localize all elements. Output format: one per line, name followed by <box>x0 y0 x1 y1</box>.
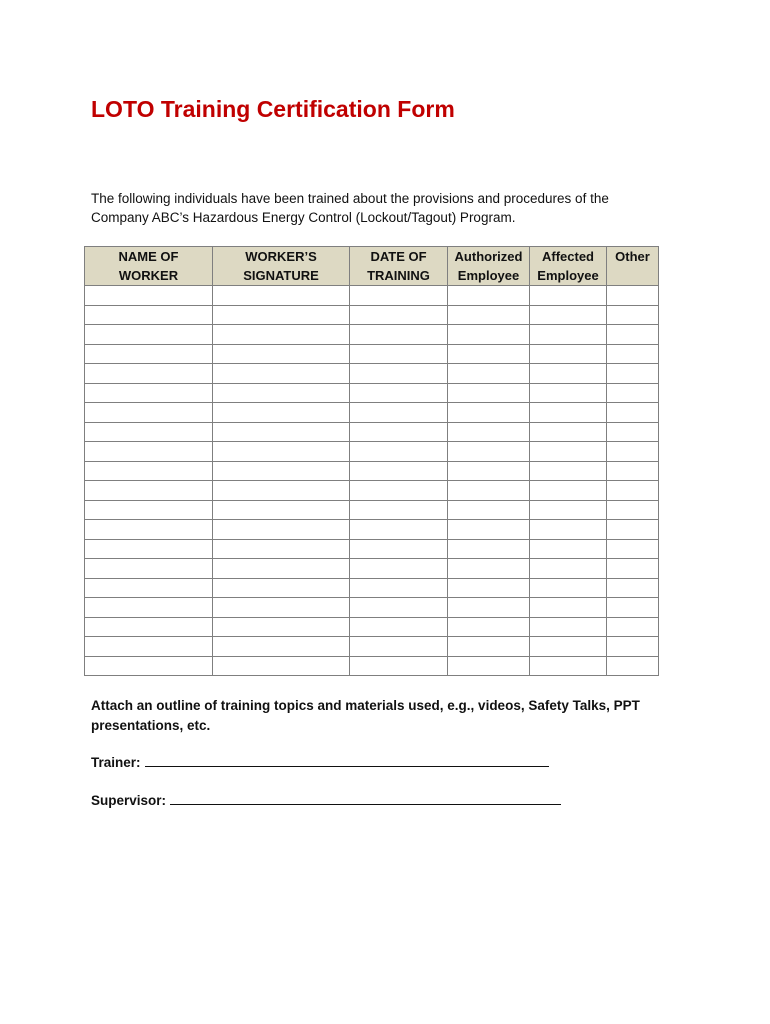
date-cell[interactable] <box>350 403 448 423</box>
table-row <box>85 325 659 345</box>
header-other: Other <box>607 247 659 286</box>
signature-cell[interactable] <box>213 344 350 364</box>
worker-name-cell[interactable] <box>85 461 213 481</box>
authorized-cell[interactable] <box>448 403 530 423</box>
signature-cell[interactable] <box>213 325 350 345</box>
authorized-cell[interactable] <box>448 656 530 676</box>
worker-name-cell[interactable] <box>85 286 213 306</box>
table-row <box>85 539 659 559</box>
date-cell[interactable] <box>350 656 448 676</box>
date-cell[interactable] <box>350 559 448 579</box>
table-row <box>85 500 659 520</box>
signature-cell[interactable] <box>213 598 350 618</box>
worker-name-cell[interactable] <box>85 656 213 676</box>
worker-name-cell[interactable] <box>85 305 213 325</box>
supervisor-label: Supervisor: <box>91 793 167 808</box>
affected-cell[interactable] <box>530 617 607 637</box>
other-cell[interactable] <box>607 305 659 325</box>
signature-cell[interactable] <box>213 578 350 598</box>
worker-name-cell[interactable] <box>85 344 213 364</box>
affected-cell[interactable] <box>530 325 607 345</box>
signature-cell[interactable] <box>213 286 350 306</box>
date-cell[interactable] <box>350 461 448 481</box>
date-cell[interactable] <box>350 539 448 559</box>
table-row <box>85 481 659 501</box>
date-cell[interactable] <box>350 598 448 618</box>
header-authorized-employee: Authorized Employee <box>448 247 530 286</box>
other-cell[interactable] <box>607 559 659 579</box>
form-title: LOTO Training Certification Form <box>91 96 455 122</box>
date-cell[interactable] <box>350 305 448 325</box>
date-cell[interactable] <box>350 578 448 598</box>
worker-name-cell[interactable] <box>85 578 213 598</box>
header-name-of-worker: NAME OF WORKER <box>85 247 213 286</box>
table-row <box>85 364 659 384</box>
table-row <box>85 637 659 657</box>
intro-line-2: Company ABC’s Hazardous Energy Control (Lockout/Tagout) Program. <box>91 210 516 225</box>
table-row <box>85 578 659 598</box>
authorized-cell[interactable] <box>448 578 530 598</box>
table-row <box>85 559 659 579</box>
authorized-cell[interactable] <box>448 364 530 384</box>
authorized-cell[interactable] <box>448 286 530 306</box>
signature-cell[interactable] <box>213 403 350 423</box>
intro-paragraph <box>91 189 671 227</box>
worker-name-cell[interactable] <box>85 383 213 403</box>
affected-cell[interactable] <box>530 500 607 520</box>
table-row <box>85 344 659 364</box>
table-row <box>85 442 659 462</box>
affected-cell[interactable] <box>530 403 607 423</box>
table-row <box>85 305 659 325</box>
signature-cell[interactable] <box>213 539 350 559</box>
worker-name-cell[interactable] <box>85 403 213 423</box>
supervisor-blank[interactable] <box>170 791 561 805</box>
other-cell[interactable] <box>607 598 659 618</box>
signature-cell[interactable] <box>213 637 350 657</box>
affected-cell[interactable] <box>530 442 607 462</box>
signature-cell[interactable] <box>213 442 350 462</box>
header-workers-signature: WORKER’S SIGNATURE <box>213 247 350 286</box>
authorized-cell[interactable] <box>448 481 530 501</box>
attach-line-1: Attach an outline of training topics and materials used, e.g., videos, Safety Talks, PPT <box>91 698 640 713</box>
affected-cell[interactable] <box>530 422 607 442</box>
date-cell[interactable] <box>350 520 448 540</box>
date-cell[interactable] <box>350 325 448 345</box>
affected-cell[interactable] <box>530 461 607 481</box>
trainer-signature-line <box>91 753 549 770</box>
table-row <box>85 286 659 306</box>
signature-cell[interactable] <box>213 383 350 403</box>
worker-name-cell[interactable] <box>85 364 213 384</box>
signature-cell[interactable] <box>213 305 350 325</box>
worker-name-cell[interactable] <box>85 325 213 345</box>
signature-cell[interactable] <box>213 559 350 579</box>
affected-cell[interactable] <box>530 520 607 540</box>
other-cell[interactable] <box>607 286 659 306</box>
date-cell[interactable] <box>350 383 448 403</box>
date-cell[interactable] <box>350 344 448 364</box>
worker-name-cell[interactable] <box>85 637 213 657</box>
signature-cell[interactable] <box>213 481 350 501</box>
worker-name-cell[interactable] <box>85 500 213 520</box>
table-row <box>85 617 659 637</box>
other-cell[interactable] <box>607 578 659 598</box>
table-row <box>85 403 659 423</box>
table-row <box>85 656 659 676</box>
table-row <box>85 598 659 618</box>
signature-cell[interactable] <box>213 617 350 637</box>
other-cell[interactable] <box>607 656 659 676</box>
authorized-cell[interactable] <box>448 598 530 618</box>
affected-cell[interactable] <box>530 539 607 559</box>
attach-instructions <box>91 696 651 736</box>
signature-cell[interactable] <box>213 461 350 481</box>
worker-name-cell[interactable] <box>85 422 213 442</box>
table-body <box>85 286 659 676</box>
authorized-cell[interactable] <box>448 383 530 403</box>
authorized-cell[interactable] <box>448 559 530 579</box>
signature-cell[interactable] <box>213 500 350 520</box>
worker-name-cell[interactable] <box>85 598 213 618</box>
authorized-cell[interactable] <box>448 520 530 540</box>
other-cell[interactable] <box>607 481 659 501</box>
authorized-cell[interactable] <box>448 500 530 520</box>
supervisor-signature-line <box>91 791 561 808</box>
date-cell[interactable] <box>350 637 448 657</box>
affected-cell[interactable] <box>530 344 607 364</box>
worker-name-cell[interactable] <box>85 520 213 540</box>
training-roster-table <box>84 246 659 676</box>
signature-cell[interactable] <box>213 422 350 442</box>
authorized-cell[interactable] <box>448 422 530 442</box>
trainer-label: Trainer: <box>91 755 141 770</box>
signature-cell[interactable] <box>213 520 350 540</box>
other-cell[interactable] <box>607 383 659 403</box>
date-cell[interactable] <box>350 442 448 462</box>
other-cell[interactable] <box>607 344 659 364</box>
date-cell[interactable] <box>350 617 448 637</box>
trainer-blank[interactable] <box>145 753 549 767</box>
table-row <box>85 383 659 403</box>
worker-name-cell[interactable] <box>85 442 213 462</box>
affected-cell[interactable] <box>530 559 607 579</box>
other-cell[interactable] <box>607 422 659 442</box>
affected-cell[interactable] <box>530 637 607 657</box>
authorized-cell[interactable] <box>448 539 530 559</box>
affected-cell[interactable] <box>530 383 607 403</box>
affected-cell[interactable] <box>530 481 607 501</box>
authorized-cell[interactable] <box>448 461 530 481</box>
table-row <box>85 520 659 540</box>
table-row <box>85 422 659 442</box>
affected-cell[interactable] <box>530 656 607 676</box>
other-cell[interactable] <box>607 442 659 462</box>
other-cell[interactable] <box>607 539 659 559</box>
other-cell[interactable] <box>607 403 659 423</box>
intro-line-1: The following individuals have been trained about the provisions and procedures of the <box>91 191 609 206</box>
authorized-cell[interactable] <box>448 325 530 345</box>
worker-name-cell[interactable] <box>85 559 213 579</box>
other-cell[interactable] <box>607 500 659 520</box>
authorized-cell[interactable] <box>448 442 530 462</box>
date-cell[interactable] <box>350 481 448 501</box>
other-cell[interactable] <box>607 461 659 481</box>
authorized-cell[interactable] <box>448 305 530 325</box>
other-cell[interactable] <box>607 637 659 657</box>
authorized-cell[interactable] <box>448 637 530 657</box>
worker-name-cell[interactable] <box>85 539 213 559</box>
affected-cell[interactable] <box>530 598 607 618</box>
date-cell[interactable] <box>350 500 448 520</box>
date-cell[interactable] <box>350 364 448 384</box>
attach-line-2: presentations, etc. <box>91 718 211 733</box>
table-header-row <box>85 247 659 286</box>
authorized-cell[interactable] <box>448 344 530 364</box>
table-row <box>85 461 659 481</box>
signature-cell[interactable] <box>213 364 350 384</box>
date-cell[interactable] <box>350 286 448 306</box>
date-cell[interactable] <box>350 422 448 442</box>
affected-cell[interactable] <box>530 578 607 598</box>
other-cell[interactable] <box>607 520 659 540</box>
signature-cell[interactable] <box>213 656 350 676</box>
authorized-cell[interactable] <box>448 617 530 637</box>
worker-name-cell[interactable] <box>85 481 213 501</box>
header-affected-employee: Affected Employee <box>530 247 607 286</box>
affected-cell[interactable] <box>530 364 607 384</box>
affected-cell[interactable] <box>530 305 607 325</box>
affected-cell[interactable] <box>530 286 607 306</box>
other-cell[interactable] <box>607 325 659 345</box>
worker-name-cell[interactable] <box>85 617 213 637</box>
other-cell[interactable] <box>607 617 659 637</box>
other-cell[interactable] <box>607 364 659 384</box>
header-date-of-training: DATE OF TRAINING <box>350 247 448 286</box>
